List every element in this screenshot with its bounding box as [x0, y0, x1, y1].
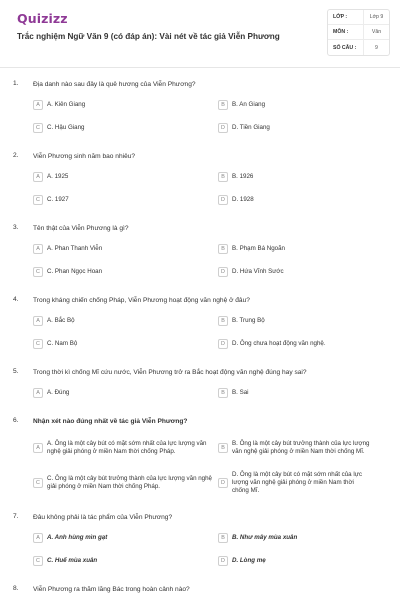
option-text: A. Kiên Giang	[47, 101, 86, 108]
option-letter-badge: B	[218, 172, 228, 182]
option-text: A. Bắc Bộ	[47, 317, 75, 324]
worksheet-title: Trắc nghiệm Ngữ Văn 9 (có đáp án): Vài nét về tác giả Viễn Phương	[17, 32, 280, 41]
meta-row-grade	[328, 10, 389, 25]
answer-option-c[interactable]	[33, 335, 214, 353]
option-letter-badge: A	[33, 172, 43, 182]
meta-row-question-count	[328, 40, 389, 55]
answer-option-a[interactable]	[33, 529, 214, 547]
question-number: 1.	[13, 80, 19, 87]
option-letter-badge: B	[218, 244, 228, 254]
quizizz-logo: Quizizz	[17, 11, 68, 26]
worksheet-header	[0, 0, 400, 67]
question-number: 8.	[13, 585, 19, 592]
question-item	[0, 513, 400, 570]
answer-option-a[interactable]	[33, 240, 214, 258]
answer-option-b[interactable]	[218, 168, 371, 186]
question-number: 7.	[13, 513, 19, 520]
answer-options	[33, 96, 386, 137]
answer-option-a[interactable]	[33, 96, 214, 114]
option-letter-badge: D	[218, 556, 228, 566]
option-letter-badge: A	[33, 388, 43, 398]
option-letter-badge: A	[33, 316, 43, 326]
option-text: C. Huế mùa xuân	[47, 557, 98, 564]
question-text: Viễn Phương ra thăm lăng Bác trong hoàn cảnh nào?	[33, 586, 190, 593]
question-number: 3.	[13, 224, 19, 231]
question-item	[0, 152, 400, 209]
question-text: Trong kháng chiến chống Pháp, Viễn Phương hoạt động văn nghệ ở đâu?	[33, 297, 250, 304]
option-text: A. 1925	[47, 173, 69, 180]
answer-option-d[interactable]	[218, 119, 371, 137]
answer-option-d[interactable]	[218, 263, 371, 281]
option-text: C. 1927	[47, 196, 69, 203]
option-text: C. Hậu Giang	[47, 124, 85, 131]
option-letter-badge: B	[218, 533, 228, 543]
question-number: 2.	[13, 152, 19, 159]
option-text: B. Như mây mùa xuân	[232, 534, 298, 541]
meta-row-subject	[328, 25, 389, 40]
option-letter-badge: D	[218, 267, 228, 277]
option-letter-badge: C	[33, 339, 43, 349]
option-letter-badge: B	[218, 388, 228, 398]
answer-option-a[interactable]	[33, 168, 214, 186]
meta-value: Lớp 9	[363, 10, 389, 24]
option-letter-badge: D	[218, 339, 228, 349]
option-text: D. Ông là một cây bút có mặt sớm nhất của lực lượng văn nghệ giải phóng ở miền Nam thời chống Mĩ.	[232, 471, 362, 494]
option-text: A. Anh hùng mìn gạt	[47, 534, 108, 541]
option-letter-badge: D	[218, 123, 228, 133]
answer-options	[33, 312, 386, 353]
option-text: B. Sai	[232, 389, 249, 396]
meta-label: LỚP :	[333, 14, 348, 20]
question-number: 4.	[13, 296, 19, 303]
option-letter-badge: B	[218, 100, 228, 110]
option-letter-badge: D	[218, 478, 228, 488]
question-item	[0, 224, 400, 281]
answer-option-a[interactable]	[33, 384, 214, 402]
answer-option-b[interactable]	[218, 433, 371, 463]
option-text: C. Nam Bộ	[47, 340, 78, 347]
answer-option-a[interactable]	[33, 433, 214, 463]
question-text: Nhận xét nào đúng nhất về tác giả Viễn Phương?	[33, 418, 188, 425]
option-text: A. Ông là một cây bút có mặt sớm nhất của lực lượng văn nghệ giải phóng ở miền Nam thời chống Pháp.	[47, 440, 207, 455]
option-text: B. An Giang	[232, 101, 266, 108]
answer-option-d[interactable]	[218, 468, 371, 498]
answer-option-b[interactable]	[218, 529, 371, 547]
question-text: Viễn Phương sinh năm bao nhiêu?	[33, 153, 136, 160]
answer-option-d[interactable]	[218, 552, 371, 570]
answer-option-c[interactable]	[33, 263, 214, 281]
meta-value: 9	[363, 40, 389, 55]
question-item	[0, 296, 400, 353]
answer-options	[33, 433, 386, 498]
option-letter-badge: B	[218, 316, 228, 326]
answer-option-d[interactable]	[218, 335, 371, 353]
option-text: D. Lòng mẹ	[232, 557, 266, 564]
option-letter-badge: C	[33, 123, 43, 133]
question-item	[0, 585, 400, 594]
answer-option-c[interactable]	[33, 468, 214, 498]
option-letter-badge: A	[33, 533, 43, 543]
question-text: Địa danh nào sau đây là quê hương của Viễn Phương?	[33, 81, 196, 88]
answer-option-d[interactable]	[218, 191, 371, 209]
question-item	[0, 368, 400, 402]
option-text: D. Ông chưa hoạt động văn nghệ.	[232, 340, 326, 347]
meta-label: SỐ CÂU :	[333, 44, 357, 51]
option-letter-badge: B	[218, 443, 228, 453]
answer-option-b[interactable]	[218, 96, 371, 114]
question-list	[0, 80, 400, 600]
answer-option-b[interactable]	[218, 240, 371, 258]
question-text: Đâu không phải là tác phẩm của Viễn Phương?	[33, 514, 173, 521]
worksheet-meta-table	[327, 9, 390, 56]
answer-options	[33, 384, 386, 402]
answer-option-b[interactable]	[218, 312, 371, 330]
option-letter-badge: C	[33, 195, 43, 205]
option-letter-badge: C	[33, 478, 43, 488]
option-text: B. 1926	[232, 173, 254, 180]
answer-option-c[interactable]	[33, 119, 214, 137]
option-text: B. Ông là một cây bút trưởng thành của lực lượng văn nghệ giải phóng ở miền Nam thời chống Mĩ.	[232, 440, 370, 455]
option-text: A. Phan Thanh Viễn	[47, 245, 103, 252]
question-item	[0, 80, 400, 137]
answer-option-b[interactable]	[218, 384, 371, 402]
meta-value: Văn	[363, 25, 389, 39]
option-letter-badge: C	[33, 556, 43, 566]
option-text: D. Tiền Giang	[232, 124, 270, 131]
answer-option-c[interactable]	[33, 191, 214, 209]
question-item	[0, 417, 400, 498]
question-text: Tên thật của Viễn Phương là gì?	[33, 225, 129, 232]
option-letter-badge: A	[33, 244, 43, 254]
header-divider	[0, 67, 400, 68]
option-letter-badge: D	[218, 195, 228, 205]
option-letter-badge: A	[33, 100, 43, 110]
question-number: 6.	[13, 417, 19, 424]
option-text: B. Phạm Bá Ngoãn	[232, 245, 285, 252]
answer-options	[33, 529, 386, 570]
option-letter-badge: A	[33, 443, 43, 453]
option-text: A. Đúng	[47, 389, 70, 396]
question-number: 5.	[13, 368, 19, 375]
option-text: C. Phan Ngọc Hoan	[47, 268, 103, 275]
option-text: D. 1928	[232, 196, 254, 203]
option-text: C. Ông là một cây bút trưởng thành của lực lượng văn nghệ giải phóng ở miền Nam thời chống Pháp.	[47, 475, 213, 490]
option-text: D. Hứa Vĩnh Sước	[232, 268, 284, 275]
option-letter-badge: C	[33, 267, 43, 277]
meta-label: MÔN :	[333, 29, 349, 35]
answer-options	[33, 240, 386, 281]
answer-options	[33, 168, 386, 209]
question-text: Trong thời kì chống Mĩ cứu nước, Viễn Phương trở ra Bắc hoạt động văn nghệ đúng hay sai?	[33, 369, 307, 376]
answer-option-c[interactable]	[33, 552, 214, 570]
answer-option-a[interactable]	[33, 312, 214, 330]
option-text: B. Trung Bộ	[232, 317, 265, 324]
